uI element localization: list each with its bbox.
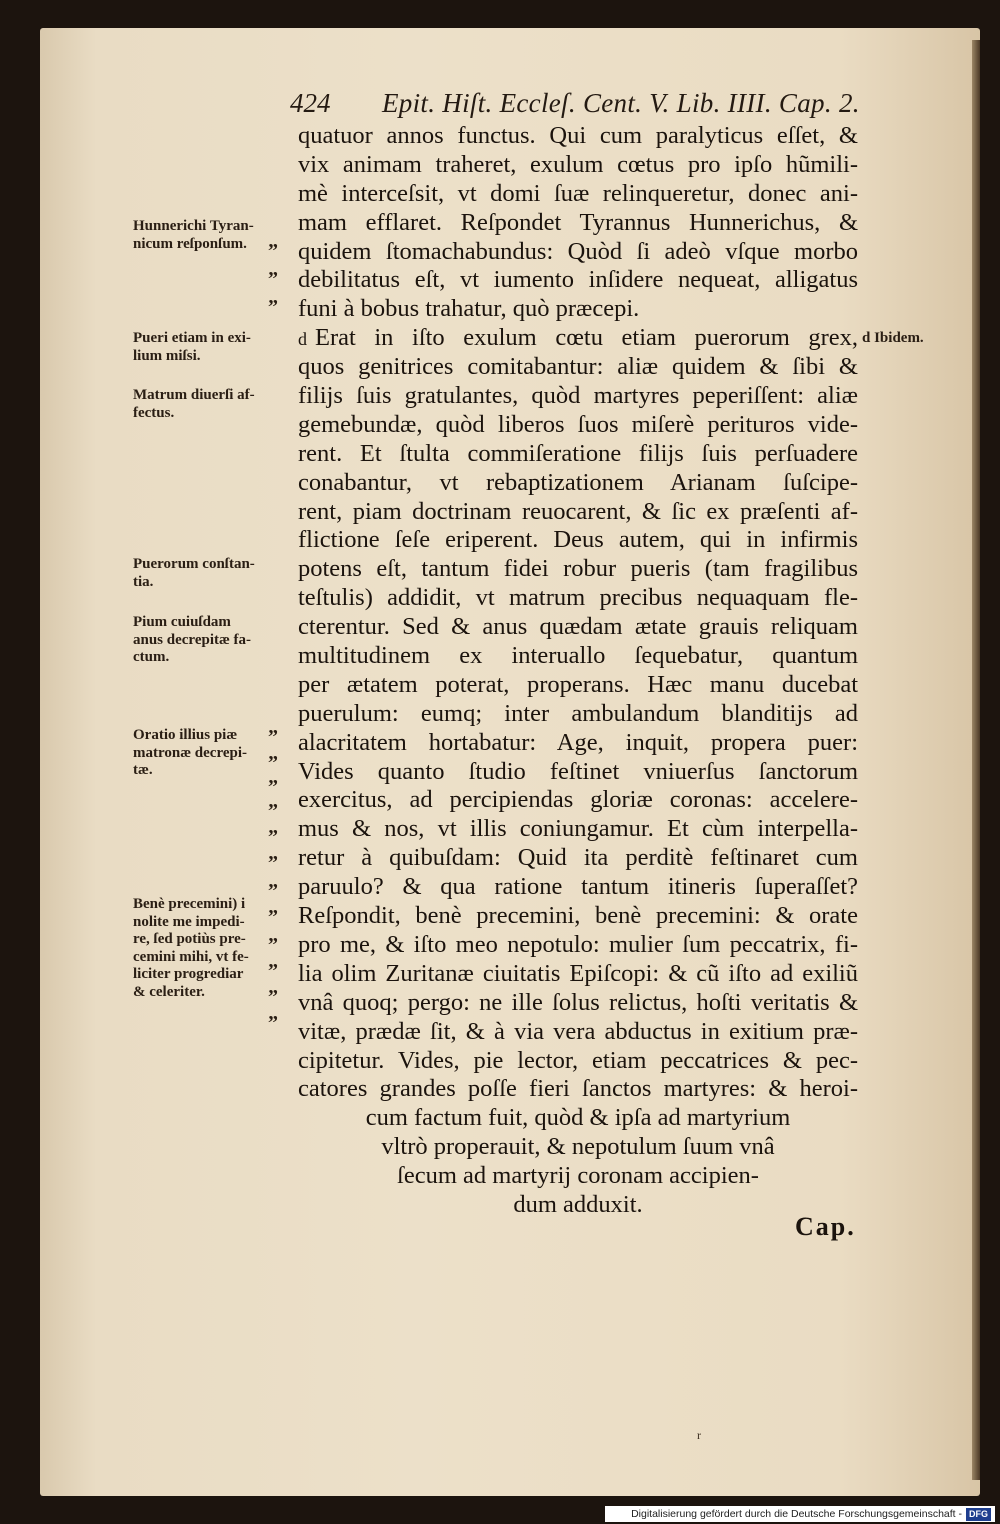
quote-mark: ” (268, 296, 278, 318)
text-line: teſtulis) addidit, vt matrum precibus nequaquam fle- (298, 584, 858, 612)
text-line: vnâ quoq; pergo: ne ille ſolus relictus, hoſti veritatis & (298, 988, 858, 1016)
quote-mark: ” (268, 800, 278, 822)
text-line: mè interceſsit, vt domi ſuæ relinqueretur, donec ani- (298, 179, 858, 207)
text-line: Reſpondit, benè precemini, benè precemini: & orate (298, 902, 858, 930)
text-line: alacritatem hortabatur: Age, inquit, propera puer: (298, 728, 858, 756)
text-line: pro me, & iſto meo nepotulo: mulier ſum peccatrix, fi- (298, 930, 858, 958)
quote-mark: ” (268, 726, 278, 748)
margin-note-line: tæ. (133, 762, 153, 778)
text-line: dum adduxit. (513, 1190, 643, 1218)
text-line: mus & nos, vt illis coniungamur. Et cùm interpella- (298, 815, 858, 843)
margin-note-line: Benè precemini) i (133, 896, 246, 912)
text-line: potens eſt, tantum fidei robur pueris (tam fragilibus (298, 555, 858, 583)
dfg-logo: DFG (966, 1508, 991, 1521)
margin-note-line: cemini mihi, vt fe- (133, 948, 249, 965)
margin-note (133, 614, 283, 667)
catchword: Cap. (795, 1212, 856, 1241)
text-line: rent, piam doctrinam reuocarent, & ſic ex præſenti af- (298, 497, 858, 525)
text-line: gemebundæ, quòd liberos ſuos miſerè perituros vide- (298, 410, 858, 438)
quote-mark: ” (268, 268, 278, 290)
margin-note-line: Pium cuiuſdam (133, 614, 231, 630)
quote-mark: ” (268, 986, 278, 1008)
margin-note (133, 896, 283, 1001)
text-line: per ætatem poterat, properans. Hæc manu ducebat (298, 670, 858, 698)
text-line: cum factum fuit, quòd & ipſa ad martyrium (365, 1104, 791, 1132)
text-line: vitæ, prædæ ſit, & à via vera abductus in exitium præ- (298, 1017, 858, 1045)
text-line: quos genitrices comitabantur: aliæ quidem & ſibi & (298, 353, 858, 381)
text-line: rent. Et ſtulta commiſeratione filijs ſuis perſuadere (298, 439, 858, 467)
right-margin-note: d Ibidem. (862, 330, 924, 346)
margin-note (133, 387, 283, 422)
paragraph-mark: d (298, 329, 307, 350)
margin-note (133, 556, 283, 591)
text-line: filijs ſuis gratulantes, quòd martyres peperiſſent: aliæ (298, 382, 858, 410)
margin-note-line: nicum reſponſum. (133, 235, 247, 252)
margin-note-line: nolite me impedi- (133, 913, 245, 930)
text-line: retur à quibuſdam: Quid ita perditè feſtinaret cum (298, 844, 858, 872)
margin-note (133, 330, 283, 365)
margin-note-line: re, ſed potiùs pre- (133, 931, 246, 947)
page-number: 424 (290, 88, 331, 118)
text-line: Vides quanto ſtudio feſtinet vniuerſus ſanctorum (298, 757, 858, 785)
text-line: exercitus, ad percipiendas gloriæ coronas: accelere- (298, 786, 858, 814)
text-line: quidem ſtomachabundus: Quòd ſi adeò vſque morbo (298, 237, 858, 265)
text-line: funi à bobus trahatur, quò præcepi. (298, 295, 640, 323)
margin-note-line: anus decrepitæ fa- (133, 631, 252, 648)
margin-note (133, 727, 283, 780)
margin-note-line: Hunnerichi Tyran- (133, 218, 254, 234)
margin-note-line: Puerorum conſtan- (133, 556, 255, 572)
text-line: mam efflaret. Reſpondet Tyrannus Hunnerichus, & (298, 208, 858, 236)
quote-mark: ” (268, 852, 278, 874)
quote-mark: ” (268, 906, 278, 928)
quote-mark: ” (268, 880, 278, 902)
margin-note-line: fectus. (133, 404, 175, 421)
text-line: paruulo? & qua ratione tantum itineris ſuperaſſet? (298, 873, 858, 901)
margin-note-line: matronæ decrepi- (133, 744, 248, 761)
margin-note-line: Matrum diuerſi af- (133, 387, 255, 403)
text-line: cipitetur. Vides, pie lector, etiam peccatrices & pec- (298, 1046, 858, 1074)
text-line: quatuor annos functus. Qui cum paralyticus eſſet, & (298, 122, 858, 149)
text-line: lia olim Zuritanæ ciuitatis Epiſcopi: & cũ iſto ad exiliũ (298, 959, 858, 987)
text-line: puerulum: eumq; inter ambulandum blanditijs ad (298, 699, 858, 727)
text-line: cterentur. Sed & anus quædam ætate grauis reliquam (298, 613, 858, 641)
page-header (290, 88, 860, 122)
quote-mark: ” (268, 776, 278, 798)
quote-mark: ” (268, 960, 278, 982)
text-line: d Erat in iſto exulum cœtu etiam puerorum grex, (298, 324, 858, 352)
text-line: flictione ſeſe eriperent. Deus autem, qui in infirmis (298, 526, 858, 554)
text-line: ſecum ad martyrij coronam accipien- (397, 1162, 759, 1190)
margin-note (133, 218, 283, 253)
margin-note-line: & celeriter. (133, 983, 205, 1000)
margin-note-line: ctum. (133, 649, 170, 665)
quote-mark: ” (268, 934, 278, 956)
margin-note-line: lium miſsi. (133, 347, 201, 364)
quote-mark: ” (268, 1012, 278, 1034)
funding-text: Digitalisierung gefördert durch die Deutsche Forschungsgemeinschaft - (631, 1508, 962, 1520)
quote-mark: ” (268, 752, 278, 774)
signature-mark: r (697, 1428, 701, 1442)
main-text (298, 122, 858, 1220)
margin-note-line: Oratio illius piæ (133, 727, 238, 743)
quote-mark: ” (268, 826, 278, 848)
funding-footer (605, 1506, 995, 1522)
margin-note-line: Pueri etiam in exi- (133, 330, 251, 346)
running-title: Epit. Hiſt. Eccleſ. Cent. V. Lib. IIII. Cap. 2. (382, 88, 860, 118)
text-line: vltrò properauit, & nepotulum ſuum vnâ (381, 1133, 775, 1161)
margin-note-line: liciter progrediar (133, 966, 244, 982)
text-line: vix animam traheret, exulum cœtus pro ipſo hũmili- (298, 150, 858, 178)
text-line: multitudinem ex interuallo ſequebatur, quantum (298, 642, 858, 670)
quote-mark: ” (268, 240, 278, 262)
margin-note-line: tia. (133, 573, 154, 590)
text-line: conabantur, vt rebaptizationem Arianam ſuſcipe- (298, 468, 858, 496)
text-line: catores grandes poſſe fieri ſanctos martyres: & heroi- (298, 1075, 858, 1103)
text-line: debilitatus eſt, vt iumento inſidere nequeat, alligatus (298, 266, 858, 294)
page-edge (972, 40, 980, 1480)
